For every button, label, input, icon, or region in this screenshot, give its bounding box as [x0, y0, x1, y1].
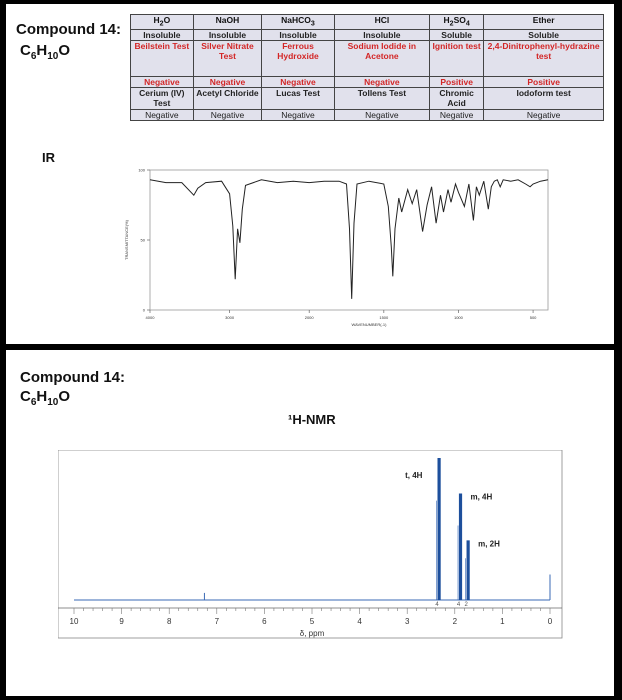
ir-x-tick-label: 3000	[225, 315, 235, 320]
header-cell: $H_2SO_4$	[429, 15, 483, 30]
ir-x-tick-label: 4000	[145, 315, 155, 320]
result-cell: Negative	[193, 109, 262, 120]
ir-spectrum-chart	[116, 162, 562, 332]
molecular-formula: $C_6H_{10}O$	[20, 388, 71, 408]
test-cell: Iodoform test	[484, 87, 604, 109]
solubility-cell: Insoluble	[131, 29, 194, 40]
compound-label: Compound 14:	[16, 21, 121, 38]
result-cell: Negative	[131, 76, 194, 87]
test-cell: Cerium (IV) Test	[131, 87, 194, 109]
table-row-tests1	[131, 40, 604, 76]
table-row-results2	[131, 109, 604, 120]
header-cell: $H_2O$	[131, 15, 194, 30]
ir-x-tick-label: 2000	[304, 315, 314, 320]
table-row-tests2	[131, 87, 604, 109]
result-cell: Negative	[131, 109, 194, 120]
result-cell: Negative	[334, 76, 429, 87]
result-cell: Positive	[484, 76, 604, 87]
nmr-x-tick-label: 7	[214, 617, 220, 626]
test-cell: Chromic Acid	[429, 87, 483, 109]
nmr-integration-label: 4	[456, 602, 461, 608]
ir-y-tick-label: 100	[138, 167, 145, 173]
header-cell: Ether	[484, 15, 604, 30]
chemical-tests-table	[130, 14, 604, 121]
ir-y-axis-label: TRANSMITTANCE(%)	[124, 220, 129, 260]
test-cell: 2,4-Dinitrophenyl-hydrazine test	[484, 40, 604, 76]
nmr-title: ¹H-NMR	[288, 412, 336, 427]
nmr-x-tick-label: 8	[166, 617, 172, 626]
nmr-peak	[437, 458, 440, 600]
table-row-results1	[131, 76, 604, 87]
header-cell: HCl	[334, 15, 429, 30]
nmr-peak-label: m, 2H	[478, 539, 500, 549]
solubility-cell: Insoluble	[262, 29, 335, 40]
test-cell: Beilstein Test	[131, 40, 194, 76]
result-cell: Negative	[262, 109, 335, 120]
ir-x-tick-label: 1000	[453, 315, 463, 320]
ir-label: IR	[42, 150, 55, 165]
nmr-peak	[467, 540, 470, 600]
nmr-x-tick-label: 9	[119, 617, 124, 626]
nmr-x-tick-label: 3	[404, 617, 410, 626]
nmr-x-tick-label: 0	[547, 617, 553, 626]
compound-label: Compound 14:	[20, 369, 125, 386]
solubility-cell: Insoluble	[193, 29, 262, 40]
result-cell: Negative	[262, 76, 335, 87]
ir-x-axis-label: WAVENUMBER(-1)	[351, 322, 387, 327]
result-cell: Positive	[429, 76, 483, 87]
top-panel	[6, 4, 614, 344]
test-cell: Sodium Iodide in Acetone	[334, 40, 429, 76]
solubility-cell: Soluble	[429, 29, 483, 40]
header-cell: NaOH	[193, 15, 262, 30]
nmr-x-tick-label: 1	[500, 617, 505, 626]
result-cell: Negative	[334, 109, 429, 120]
solubility-cell: Insoluble	[334, 29, 429, 40]
test-cell: Ignition test	[429, 40, 483, 76]
test-cell: Acetyl Chloride	[193, 87, 262, 109]
ir-y-tick-label: 0	[142, 307, 145, 313]
ir-x-tick-label: 1500	[379, 315, 389, 320]
nmr-x-tick-label: 5	[309, 617, 315, 626]
ir-spectrum-line	[150, 180, 548, 299]
ir-y-tick-label: 50	[140, 237, 145, 243]
solubility-cell: Soluble	[484, 29, 604, 40]
nmr-integration-label: 4	[435, 602, 439, 608]
test-cell: Ferrous Hydroxide	[262, 40, 335, 76]
nmr-integration-label: 2	[464, 602, 468, 608]
table-row-solubility	[131, 29, 604, 40]
test-cell: Tollens Test	[334, 87, 429, 109]
nmr-peak-label: t, 4H	[405, 471, 423, 480]
bottom-panel	[6, 350, 614, 696]
result-cell: Negative	[484, 109, 604, 120]
nmr-x-tick-label: 4	[357, 617, 362, 626]
nmr-x-tick-label: 10	[69, 617, 79, 626]
nmr-x-tick-label: 2	[452, 617, 458, 626]
table-row-header	[131, 15, 604, 30]
nmr-peak-label: m, 4H	[470, 492, 493, 502]
nmr-peak	[459, 494, 462, 601]
molecular-formula: $C_6H_{10}O$	[20, 42, 71, 62]
ir-plot-frame	[150, 170, 548, 310]
nmr-x-axis-label: δ, ppm	[299, 629, 325, 638]
nmr-x-tick-label: 6	[262, 617, 267, 626]
test-cell: Silver Nitrate Test	[193, 40, 262, 76]
result-cell: Negative	[429, 109, 483, 120]
header-cell: NaHCO$_3$	[262, 15, 335, 30]
nmr-spectrum-chart	[58, 450, 568, 650]
result-cell: Negative	[193, 76, 262, 87]
test-cell: Lucas Test	[262, 87, 335, 109]
ir-x-tick-label: 500	[529, 315, 537, 320]
